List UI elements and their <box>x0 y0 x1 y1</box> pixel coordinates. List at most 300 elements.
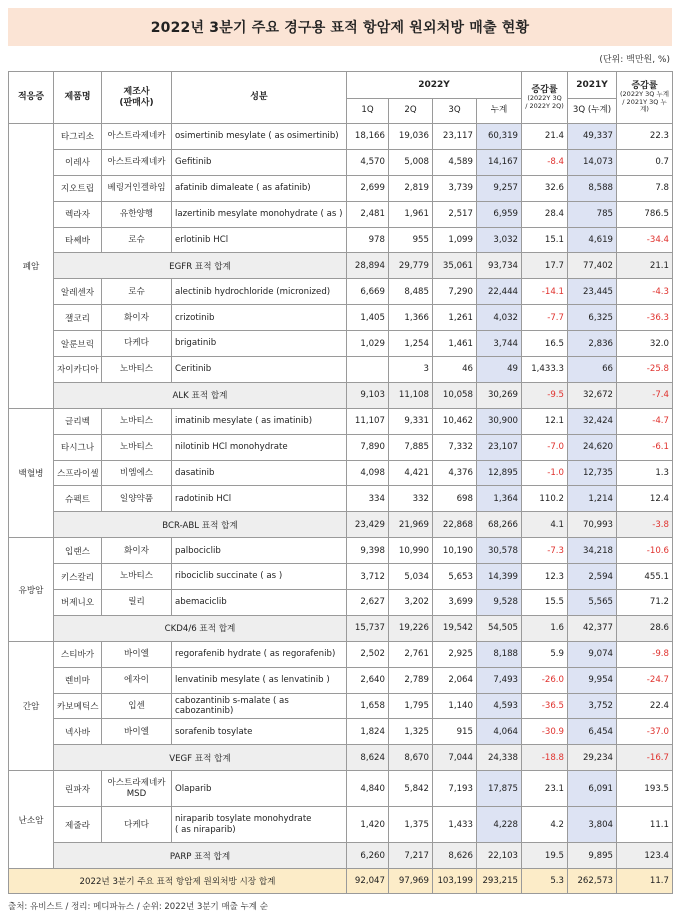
q2-cell: 955 <box>389 227 433 253</box>
q3-cell: 23,117 <box>433 124 477 150</box>
subtotal-q1: 6,260 <box>347 843 389 869</box>
indication-cell: 간암 <box>9 641 54 770</box>
cumulative-cell: 6,959 <box>477 201 522 227</box>
prev-year-cum-cell: 24,620 <box>568 434 617 460</box>
subtotal-q2: 21,969 <box>389 512 433 538</box>
q2-cell: 3,202 <box>389 590 433 616</box>
growth-yoy-cell: 22.4 <box>617 693 673 719</box>
cumulative-cell: 4,593 <box>477 693 522 719</box>
table-row <box>9 175 673 201</box>
subtotal-growth-qoq: 17.7 <box>522 253 568 279</box>
maker-cell: 다케다 <box>102 331 172 357</box>
maker-cell: 에자이 <box>102 667 172 693</box>
table-row <box>9 538 673 564</box>
growth-yoy-cell: 22.3 <box>617 124 673 150</box>
subtotal-q2: 11,108 <box>389 382 433 408</box>
growth-yoy-cell: -34.4 <box>617 227 673 253</box>
subtotal-growth-qoq: 19.5 <box>522 843 568 869</box>
header-2021y: 2021Y <box>568 72 617 99</box>
growth-qoq-cell: 110.2 <box>522 486 568 512</box>
q1-cell: 4,840 <box>347 771 389 807</box>
prev-year-cum-cell: 9,074 <box>568 641 617 667</box>
header-ingredient: 성분 <box>172 72 347 124</box>
q2-cell: 9,331 <box>389 408 433 434</box>
cumulative-cell: 4,228 <box>477 807 522 843</box>
product-name-cell: 카보메틱스 <box>54 693 102 719</box>
subtotal-q3: 19,542 <box>433 615 477 641</box>
ingredient-cell: afatinib dimaleate ( as afatinib) <box>172 175 347 201</box>
growth-qoq-cell: -7.3 <box>522 538 568 564</box>
growth-yoy-cell: -9.8 <box>617 641 673 667</box>
table-row <box>9 486 673 512</box>
sales-table <box>8 71 673 894</box>
q2-cell: 5,034 <box>389 564 433 590</box>
product-name-cell: 렉라자 <box>54 201 102 227</box>
cumulative-cell: 30,578 <box>477 538 522 564</box>
subtotal-q2: 19,226 <box>389 615 433 641</box>
cumulative-cell: 12,895 <box>477 460 522 486</box>
header-growth-yoy-label: 증감률 <box>631 81 658 92</box>
cumulative-cell: 1,364 <box>477 486 522 512</box>
grand-total-label: 2022년 3분기 주요 표적 항암제 원외처방 시장 합계 <box>9 869 347 894</box>
maker-cell: 화이자 <box>102 305 172 331</box>
grand-total-growth-qoq: 5.3 <box>522 869 568 894</box>
maker-cell: 바이엘 <box>102 641 172 667</box>
product-name-cell: 타그리소 <box>54 124 102 150</box>
growth-qoq-cell: 23.1 <box>522 771 568 807</box>
q3-cell: 1,461 <box>433 331 477 357</box>
q2-cell: 19,036 <box>389 124 433 150</box>
table-row <box>9 124 673 150</box>
q3-cell: 4,376 <box>433 460 477 486</box>
subtotal-2021: 42,377 <box>568 615 617 641</box>
q2-cell: 3 <box>389 357 433 383</box>
q1-cell: 2,627 <box>347 590 389 616</box>
cumulative-cell: 7,493 <box>477 667 522 693</box>
subtotal-2021: 29,234 <box>568 745 617 771</box>
q1-cell: 2,699 <box>347 175 389 201</box>
growth-yoy-cell: 193.5 <box>617 771 673 807</box>
ingredient-cell: sorafenib tosylate <box>172 719 347 745</box>
growth-yoy-cell: -36.3 <box>617 305 673 331</box>
table-row <box>9 667 673 693</box>
product-name-cell: 자이카디아 <box>54 357 102 383</box>
q3-cell: 1,099 <box>433 227 477 253</box>
growth-qoq-cell: -1.0 <box>522 460 568 486</box>
maker-cell: 비엠에스 <box>102 460 172 486</box>
prev-year-cum-cell: 5,565 <box>568 590 617 616</box>
growth-yoy-cell: 11.1 <box>617 807 673 843</box>
grand-total-cum: 293,215 <box>477 869 522 894</box>
q1-cell: 1,420 <box>347 807 389 843</box>
maker-cell: 다케다 <box>102 807 172 843</box>
table-row <box>9 807 673 843</box>
ingredient-cell: abemaciclib <box>172 590 347 616</box>
maker-cell: 화이자 <box>102 538 172 564</box>
ingredient-cell: Ceritinib <box>172 357 347 383</box>
ingredient-cell: regorafenib hydrate ( as regorafenib) <box>172 641 347 667</box>
maker-cell: 로슈 <box>102 227 172 253</box>
table-row <box>9 719 673 745</box>
growth-yoy-cell: -4.3 <box>617 279 673 305</box>
ingredient-cell: cabozantinib s-malate ( as cabozantinib) <box>172 693 347 719</box>
prev-year-cum-cell: 6,454 <box>568 719 617 745</box>
header-growth-qoq-sub: (2022Y 3Q / 2022Y 2Q) <box>525 94 564 110</box>
header-product: 제품명 <box>54 72 102 124</box>
subtotal-2021: 32,672 <box>568 382 617 408</box>
header-maker: 제조사 (판매사) <box>102 72 172 124</box>
header-cum: 누계 <box>477 99 522 124</box>
q1-cell <box>347 357 389 383</box>
ingredient-cell: Olaparib <box>172 771 347 807</box>
header-growth-yoy-sub: (2022Y 3Q 누계 / 2021Y 3Q 누계) <box>620 90 670 114</box>
cumulative-cell: 23,107 <box>477 434 522 460</box>
product-name-cell: 잴코리 <box>54 305 102 331</box>
q1-cell: 3,712 <box>347 564 389 590</box>
q1-cell: 4,570 <box>347 149 389 175</box>
table-row <box>9 641 673 667</box>
subtotal-q3: 8,626 <box>433 843 477 869</box>
q2-cell: 332 <box>389 486 433 512</box>
q3-cell: 3,739 <box>433 175 477 201</box>
table-body <box>9 124 673 869</box>
subtotal-2021: 77,402 <box>568 253 617 279</box>
table-row <box>9 771 673 807</box>
subtotal-growth-qoq: 4.1 <box>522 512 568 538</box>
table-row <box>9 227 673 253</box>
product-name-cell: 버제니오 <box>54 590 102 616</box>
growth-yoy-cell: 12.4 <box>617 486 673 512</box>
q2-cell: 1,325 <box>389 719 433 745</box>
growth-qoq-cell: -7.0 <box>522 434 568 460</box>
cumulative-cell: 4,032 <box>477 305 522 331</box>
ingredient-cell: osimertinib mesylate ( as osimertinib) <box>172 124 347 150</box>
subtotal-growth-qoq: 1.6 <box>522 615 568 641</box>
header-q3: 3Q <box>433 99 477 124</box>
table-row <box>9 149 673 175</box>
indication-cell: 난소암 <box>9 771 54 869</box>
prev-year-cum-cell: 66 <box>568 357 617 383</box>
subtotal-q3: 35,061 <box>433 253 477 279</box>
product-name-cell: 이레사 <box>54 149 102 175</box>
table-row <box>9 590 673 616</box>
growth-qoq-cell: -7.7 <box>522 305 568 331</box>
q3-cell: 3,699 <box>433 590 477 616</box>
product-name-cell: 글리벡 <box>54 408 102 434</box>
product-name-cell: 렌비마 <box>54 667 102 693</box>
subtotal-row <box>9 253 673 279</box>
q3-cell: 4,589 <box>433 149 477 175</box>
ingredient-cell: Gefitinib <box>172 149 347 175</box>
subtotal-q1: 28,894 <box>347 253 389 279</box>
growth-qoq-cell: 12.1 <box>522 408 568 434</box>
growth-qoq-cell: 32.6 <box>522 175 568 201</box>
growth-qoq-cell: -26.0 <box>522 667 568 693</box>
product-name-cell: 스티바가 <box>54 641 102 667</box>
subtotal-cum: 24,338 <box>477 745 522 771</box>
q3-cell: 7,193 <box>433 771 477 807</box>
growth-qoq-cell: 21.4 <box>522 124 568 150</box>
indication-cell: 백혈병 <box>9 408 54 537</box>
q1-cell: 18,166 <box>347 124 389 150</box>
subtotal-cum: 30,269 <box>477 382 522 408</box>
q2-cell: 1,961 <box>389 201 433 227</box>
subtotal-growth-yoy: -7.4 <box>617 382 673 408</box>
page-title: 2022년 3분기 주요 경구용 표적 항암제 원외처방 매출 현황 <box>8 8 672 46</box>
ingredient-cell: radotinib HCl <box>172 486 347 512</box>
header-q2: 2Q <box>389 99 433 124</box>
header-indication: 적응증 <box>9 72 54 124</box>
q1-cell: 334 <box>347 486 389 512</box>
ingredient-cell: lazertinib mesylate monohydrate ( as ) <box>172 201 347 227</box>
prev-year-cum-cell: 12,735 <box>568 460 617 486</box>
product-name-cell: 지오트립 <box>54 175 102 201</box>
ingredient-cell: imatinib mesylate ( as imatinib) <box>172 408 347 434</box>
growth-yoy-cell: -4.7 <box>617 408 673 434</box>
cumulative-cell: 9,528 <box>477 590 522 616</box>
subtotal-cum: 22,103 <box>477 843 522 869</box>
cumulative-cell: 14,399 <box>477 564 522 590</box>
product-name-cell: 타시그나 <box>54 434 102 460</box>
growth-qoq-cell: 15.5 <box>522 590 568 616</box>
growth-yoy-cell: 455.1 <box>617 564 673 590</box>
growth-yoy-cell: -6.1 <box>617 434 673 460</box>
table-row <box>9 460 673 486</box>
q3-cell: 1,261 <box>433 305 477 331</box>
q1-cell: 9,398 <box>347 538 389 564</box>
prev-year-cum-cell: 3,804 <box>568 807 617 843</box>
table-row <box>9 357 673 383</box>
growth-qoq-cell: -8.4 <box>522 149 568 175</box>
grand-total-q3: 103,199 <box>433 869 477 894</box>
subtotal-q2: 7,217 <box>389 843 433 869</box>
q3-cell: 1,433 <box>433 807 477 843</box>
q1-cell: 2,481 <box>347 201 389 227</box>
maker-cell: 일양약품 <box>102 486 172 512</box>
q3-cell: 2,925 <box>433 641 477 667</box>
cumulative-cell: 17,875 <box>477 771 522 807</box>
growth-yoy-cell: 1.3 <box>617 460 673 486</box>
prev-year-cum-cell: 9,954 <box>568 667 617 693</box>
product-name-cell: 키스칼리 <box>54 564 102 590</box>
header-2022y: 2022Y <box>347 72 522 99</box>
cumulative-cell: 60,319 <box>477 124 522 150</box>
ingredient-cell: erlotinib HCl <box>172 227 347 253</box>
subtotal-cum: 68,266 <box>477 512 522 538</box>
growth-qoq-cell: 15.1 <box>522 227 568 253</box>
subtotal-q3: 10,058 <box>433 382 477 408</box>
subtotal-q1: 23,429 <box>347 512 389 538</box>
header-2021y-cum: 3Q (누계) <box>568 99 617 124</box>
subtotal-q1: 8,624 <box>347 745 389 771</box>
q3-cell: 10,462 <box>433 408 477 434</box>
q3-cell: 2,517 <box>433 201 477 227</box>
ingredient-cell: crizotinib <box>172 305 347 331</box>
table-row <box>9 201 673 227</box>
unit-note: (단위: 백만원, %) <box>599 55 670 65</box>
growth-yoy-cell: 0.7 <box>617 149 673 175</box>
maker-cell: 바이엘 <box>102 719 172 745</box>
product-name-cell: 알룬브릭 <box>54 331 102 357</box>
cumulative-cell: 22,444 <box>477 279 522 305</box>
table-row <box>9 564 673 590</box>
source-note: 출처: 유비스트 / 정리: 메디파뉴스 / 순위: 2022년 3분기 매출 누계 순 <box>8 902 268 912</box>
subtotal-row <box>9 745 673 771</box>
growth-yoy-cell: 32.0 <box>617 331 673 357</box>
q3-cell: 7,290 <box>433 279 477 305</box>
subtotal-row <box>9 615 673 641</box>
cumulative-cell: 3,744 <box>477 331 522 357</box>
ingredient-cell: palbociclib <box>172 538 347 564</box>
grand-total-q1: 92,047 <box>347 869 389 894</box>
header-q1: 1Q <box>347 99 389 124</box>
q1-cell: 978 <box>347 227 389 253</box>
q2-cell: 2,761 <box>389 641 433 667</box>
growth-yoy-cell: 786.5 <box>617 201 673 227</box>
prev-year-cum-cell: 1,214 <box>568 486 617 512</box>
cumulative-cell: 8,188 <box>477 641 522 667</box>
subtotal-row <box>9 382 673 408</box>
grand-total-q2: 97,969 <box>389 869 433 894</box>
indication-cell: 유방암 <box>9 538 54 642</box>
subtotal-q2: 29,779 <box>389 253 433 279</box>
q2-cell: 1,366 <box>389 305 433 331</box>
q1-cell: 1,658 <box>347 693 389 719</box>
growth-qoq-cell: -30.9 <box>522 719 568 745</box>
q3-cell: 2,064 <box>433 667 477 693</box>
product-name-cell: 슈펙트 <box>54 486 102 512</box>
table-row <box>9 693 673 719</box>
growth-yoy-cell: -10.6 <box>617 538 673 564</box>
subtotal-q1: 9,103 <box>347 382 389 408</box>
q3-cell: 7,332 <box>433 434 477 460</box>
q2-cell: 7,885 <box>389 434 433 460</box>
q3-cell: 698 <box>433 486 477 512</box>
subtotal-growth-qoq: -9.5 <box>522 382 568 408</box>
maker-cell: 노바티스 <box>102 357 172 383</box>
ingredient-cell: lenvatinib mesylate ( as lenvatinib ) <box>172 667 347 693</box>
growth-yoy-cell: -25.8 <box>617 357 673 383</box>
subtotal-label: BCR-ABL 표적 합계 <box>54 512 347 538</box>
prev-year-cum-cell: 14,073 <box>568 149 617 175</box>
ingredient-cell: nilotinib HCl monohydrate <box>172 434 347 460</box>
maker-cell: 릴리 <box>102 590 172 616</box>
q2-cell: 1,795 <box>389 693 433 719</box>
q1-cell: 4,098 <box>347 460 389 486</box>
growth-yoy-cell: -37.0 <box>617 719 673 745</box>
maker-cell: 입센 <box>102 693 172 719</box>
product-name-cell: 입랜스 <box>54 538 102 564</box>
q2-cell: 8,485 <box>389 279 433 305</box>
maker-cell: 아스트라제네카 <box>102 149 172 175</box>
subtotal-growth-yoy: 21.1 <box>617 253 673 279</box>
header-growth-qoq <box>522 72 568 124</box>
header-growth-yoy <box>617 72 673 124</box>
cumulative-cell: 14,167 <box>477 149 522 175</box>
maker-cell: 베링거인겔하임 <box>102 175 172 201</box>
subtotal-growth-yoy: -3.8 <box>617 512 673 538</box>
q2-cell: 5,008 <box>389 149 433 175</box>
cumulative-cell: 9,257 <box>477 175 522 201</box>
header-growth-qoq-label: 증감률 <box>531 84 558 95</box>
growth-yoy-cell: 71.2 <box>617 590 673 616</box>
q3-cell: 5,653 <box>433 564 477 590</box>
subtotal-growth-yoy: 123.4 <box>617 843 673 869</box>
prev-year-cum-cell: 6,091 <box>568 771 617 807</box>
maker-cell: 유한양행 <box>102 201 172 227</box>
product-name-cell: 넥사바 <box>54 719 102 745</box>
cumulative-cell: 4,064 <box>477 719 522 745</box>
growth-qoq-cell: 1,433.3 <box>522 357 568 383</box>
q3-cell: 10,190 <box>433 538 477 564</box>
q2-cell: 2,789 <box>389 667 433 693</box>
subtotal-label: EGFR 표적 합계 <box>54 253 347 279</box>
subtotal-label: VEGF 표적 합계 <box>54 745 347 771</box>
subtotal-growth-qoq: -18.8 <box>522 745 568 771</box>
prev-year-cum-cell: 785 <box>568 201 617 227</box>
prev-year-cum-cell: 2,836 <box>568 331 617 357</box>
ingredient-cell: niraparib tosylate monohydrate ( as niraparib) <box>172 807 347 843</box>
subtotal-cum: 54,505 <box>477 615 522 641</box>
subtotal-q3: 7,044 <box>433 745 477 771</box>
prev-year-cum-cell: 32,424 <box>568 408 617 434</box>
q1-cell: 11,107 <box>347 408 389 434</box>
table-row <box>9 408 673 434</box>
growth-qoq-cell: -36.5 <box>522 693 568 719</box>
q2-cell: 1,375 <box>389 807 433 843</box>
growth-yoy-cell: 7.8 <box>617 175 673 201</box>
growth-qoq-cell: 4.2 <box>522 807 568 843</box>
product-name-cell: 알레센자 <box>54 279 102 305</box>
ingredient-cell: ribociclib succinate ( as ) <box>172 564 347 590</box>
product-name-cell: 스프라이셀 <box>54 460 102 486</box>
q2-cell: 10,990 <box>389 538 433 564</box>
q1-cell: 1,824 <box>347 719 389 745</box>
subtotal-label: ALK 표적 합계 <box>54 382 347 408</box>
subtotal-growth-yoy: 28.6 <box>617 615 673 641</box>
table-row <box>9 331 673 357</box>
q3-cell: 46 <box>433 357 477 383</box>
growth-qoq-cell: 5.9 <box>522 641 568 667</box>
growth-qoq-cell: -14.1 <box>522 279 568 305</box>
prev-year-cum-cell: 23,445 <box>568 279 617 305</box>
prev-year-cum-cell: 3,752 <box>568 693 617 719</box>
subtotal-row <box>9 843 673 869</box>
prev-year-cum-cell: 49,337 <box>568 124 617 150</box>
table-row <box>9 279 673 305</box>
cumulative-cell: 30,900 <box>477 408 522 434</box>
grand-total-2021: 262,573 <box>568 869 617 894</box>
grand-total-growth-yoy: 11.7 <box>617 869 673 894</box>
subtotal-label: CKD4/6 표적 합계 <box>54 615 347 641</box>
table-row <box>9 305 673 331</box>
product-name-cell: 타쎄바 <box>54 227 102 253</box>
grand-total-row <box>9 869 673 894</box>
maker-cell: 아스트라제네카 <box>102 124 172 150</box>
q1-cell: 1,029 <box>347 331 389 357</box>
subtotal-q1: 15,737 <box>347 615 389 641</box>
prev-year-cum-cell: 34,218 <box>568 538 617 564</box>
maker-cell: 노바티스 <box>102 564 172 590</box>
product-name-cell: 린파자 <box>54 771 102 807</box>
growth-qoq-cell: 16.5 <box>522 331 568 357</box>
growth-qoq-cell: 12.3 <box>522 564 568 590</box>
subtotal-label: PARP 표적 합계 <box>54 843 347 869</box>
cumulative-cell: 3,032 <box>477 227 522 253</box>
maker-cell: 노바티스 <box>102 408 172 434</box>
growth-qoq-cell: 28.4 <box>522 201 568 227</box>
maker-cell: 로슈 <box>102 279 172 305</box>
